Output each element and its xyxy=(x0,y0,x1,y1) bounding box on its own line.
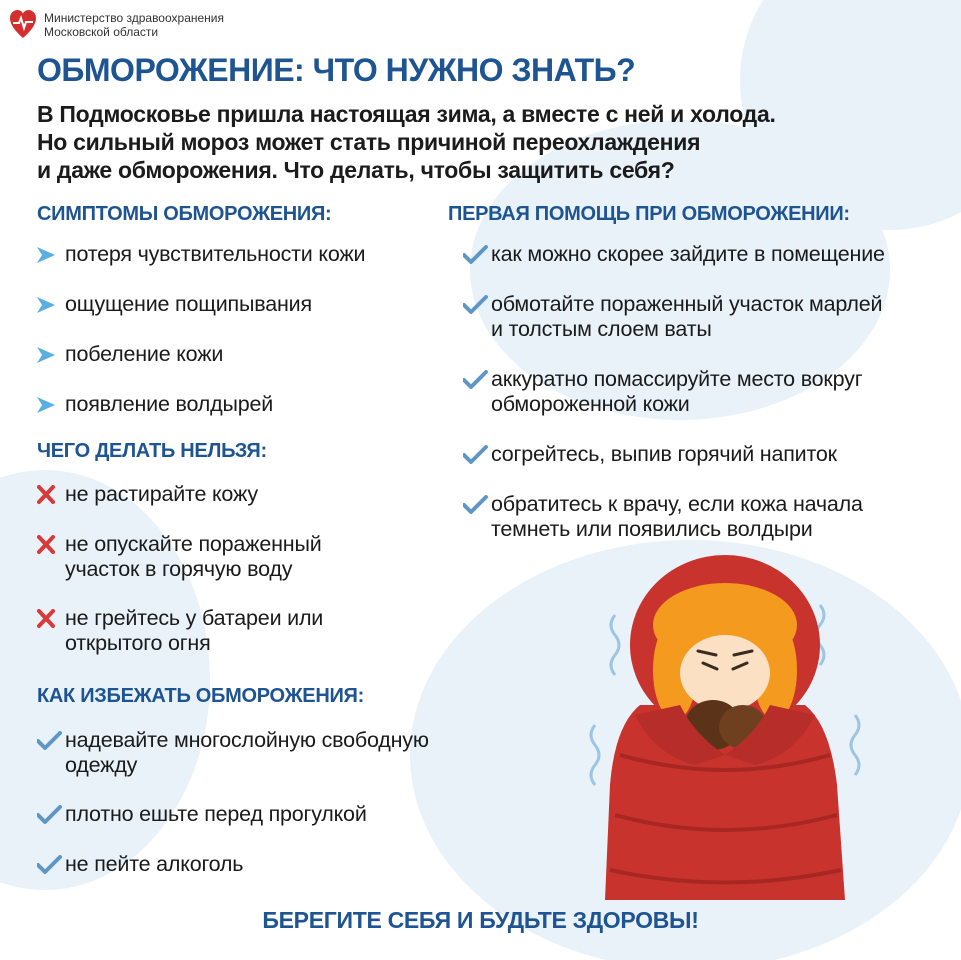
avoid-text: не пейте алкоголь xyxy=(65,852,244,876)
first-aid-text: обратитесь к врачу, если кожа начала xyxy=(491,492,863,516)
symptom-text: потеря чувствительности кожи xyxy=(65,242,366,266)
first-aid-item xyxy=(463,442,837,467)
symptom-item xyxy=(37,242,365,267)
check-icon xyxy=(463,445,491,465)
intro-text xyxy=(37,100,917,184)
org-name-line2: Московской области xyxy=(44,25,159,39)
avoid-text: плотно ешьте перед прогулкой xyxy=(65,802,367,826)
dont-item xyxy=(37,532,322,582)
ministry-logo xyxy=(10,10,224,40)
check-icon xyxy=(463,295,491,315)
symptom-item xyxy=(37,342,223,367)
page-title: ОБМОРОЖЕНИЕ: ЧТО НУЖНО ЗНАТЬ? xyxy=(37,52,636,88)
dont-text: не растирайте кожу xyxy=(65,482,258,506)
face xyxy=(680,635,770,711)
freezing-person-illustration xyxy=(575,555,880,900)
shiver-line xyxy=(851,715,859,775)
check-icon xyxy=(463,245,491,265)
check-icon xyxy=(37,731,65,751)
symptom-item xyxy=(37,392,273,417)
cross-icon xyxy=(37,535,65,555)
shiver-line xyxy=(591,725,599,785)
dont-text: не опускайте пораженный xyxy=(65,532,322,556)
symptoms-heading: СИМПТОМЫ ОБМОРОЖЕНИЯ: xyxy=(37,203,332,225)
symptom-item xyxy=(37,292,312,317)
arrow-right-icon xyxy=(37,245,65,265)
dont-text: не грейтесь у батареи или xyxy=(65,606,324,630)
first-aid-text: обмороженной кожи xyxy=(491,392,690,416)
first-aid-item xyxy=(463,292,882,342)
avoid-item xyxy=(37,728,429,778)
footer-slogan: БЕРЕГИТЕ СЕБЯ И БУДЬТЕ ЗДОРОВЫ! xyxy=(262,907,699,933)
first-aid-text: темнеть или появились волдыри xyxy=(491,517,813,541)
cross-icon xyxy=(37,609,65,629)
org-name-line1: Министерство здравоохранения xyxy=(44,11,224,25)
first-aid-heading: ПЕРВАЯ ПОМОЩЬ ПРИ ОБМОРОЖЕНИИ: xyxy=(448,203,850,225)
symptom-text: ощущение пощипывания xyxy=(65,292,312,316)
shiver-line xyxy=(611,615,619,675)
intro-line: Но сильный мороз может стать причиной переохлаждения xyxy=(37,129,701,155)
dont-text: участок в горячую воду xyxy=(65,557,293,581)
avoid-item xyxy=(37,852,243,877)
intro-line: В Подмосковье пришла настоящая зима, а вместе с ней и холода. xyxy=(37,101,776,127)
first-aid-text: обмотайте пораженный участок марлей xyxy=(491,292,883,316)
arrow-right-icon xyxy=(37,345,65,365)
dont-heading: ЧЕГО ДЕЛАТЬ НЕЛЬЗЯ: xyxy=(37,440,267,462)
avoid-item xyxy=(37,802,367,827)
dont-item xyxy=(37,482,258,507)
first-aid-text: аккуратно помассируйте место вокруг xyxy=(491,367,863,391)
first-aid-text: и толстым слоем ваты xyxy=(491,317,712,341)
first-aid-item xyxy=(463,242,885,267)
first-aid-item xyxy=(463,492,863,542)
check-icon xyxy=(37,805,65,825)
arrow-right-icon xyxy=(37,295,65,315)
symptom-text: появление волдырей xyxy=(65,392,274,416)
arrow-right-icon xyxy=(37,395,65,415)
first-aid-text: как можно скорее зайдите в помещение xyxy=(491,242,885,266)
avoid-text: надевайте многослойную свободную xyxy=(65,728,429,752)
dont-item xyxy=(37,606,323,656)
avoid-text: одежду xyxy=(65,753,138,777)
check-icon xyxy=(463,495,491,515)
heart-map-icon xyxy=(10,10,36,40)
check-icon xyxy=(37,855,65,875)
check-icon xyxy=(463,370,491,390)
cross-icon xyxy=(37,485,65,505)
dont-text: открытого огня xyxy=(65,631,211,655)
first-aid-item xyxy=(463,367,862,417)
symptom-text: побеление кожи xyxy=(65,342,224,366)
avoid-heading: КАК ИЗБЕЖАТЬ ОБМОРОЖЕНИЯ: xyxy=(37,685,364,707)
intro-line: и даже обморожения. Что делать, чтобы защитить себя? xyxy=(37,157,675,183)
first-aid-text: согрейтесь, выпив горячий напиток xyxy=(491,442,837,466)
